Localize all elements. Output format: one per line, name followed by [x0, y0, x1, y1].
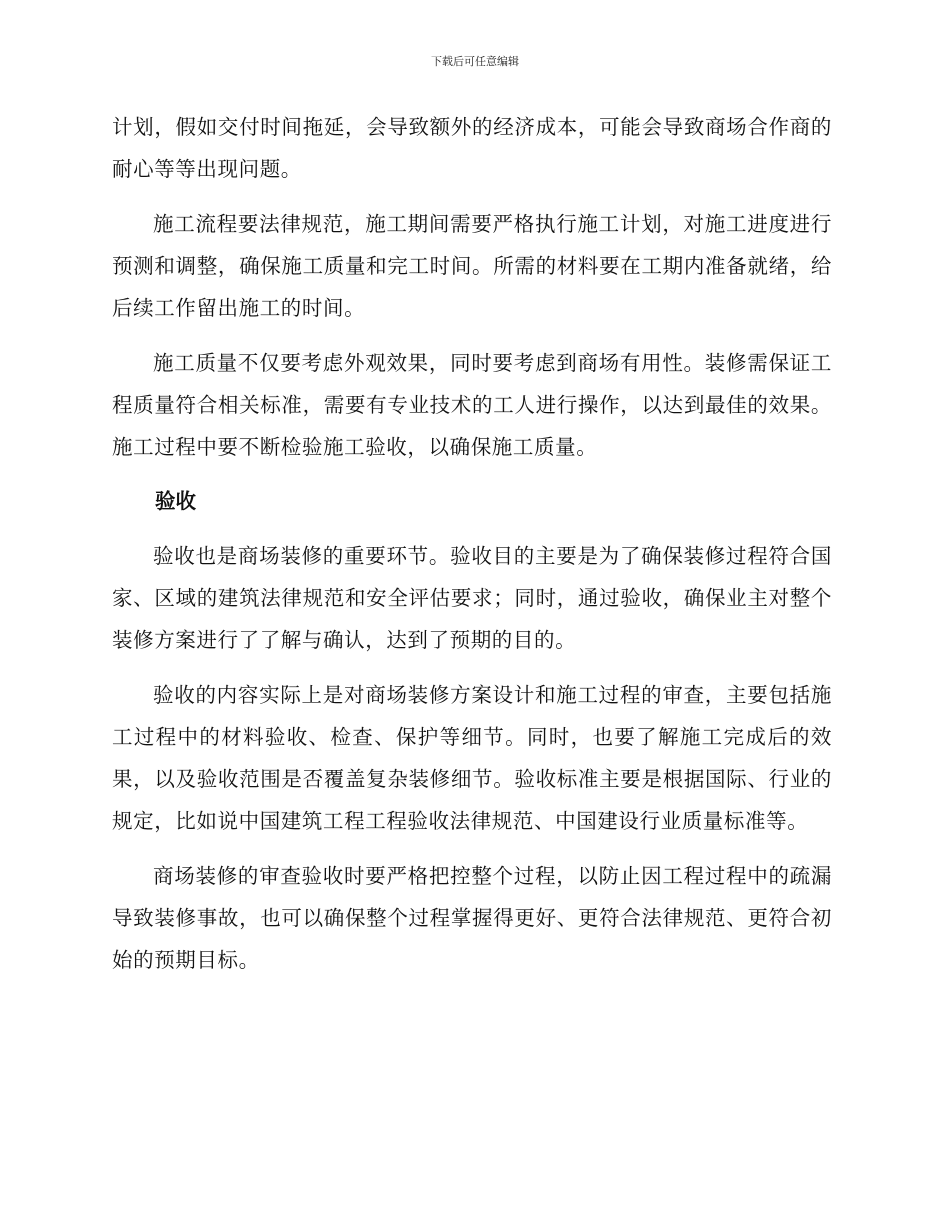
paragraph-construction-quality: 施工质量不仅要考虑外观效果，同时要考虑到商场有用性。装修需保证工程质量符合相关标准，需要有专业技术的工人进行操作，以达到最佳的效果。施工过程中要不断检验施工验收，以确保施工质量。: [112, 351, 832, 459]
section-heading-acceptance: 验收: [155, 489, 196, 513]
paragraph-acceptance-purpose: 验收也是商场装修的重要环节。验收目的主要是为了确保装修过程符合国家、区域的建筑法律规范和安全评估要求；同时，通过验收，确保业主对整个装修方案进行了了解与确认，达到了预期的目的。: [112, 544, 832, 652]
page-header: 下载后可任意编辑: [431, 55, 519, 68]
document-body: [112, 106, 832, 981]
paragraph-construction-process: 施工流程要法律规范，施工期间需要严格执行施工计划，对施工进度进行预测和调整，确保施工质量和完工时间。所需的材料要在工期内准备就绪，给后续工作留出施工的时间。: [112, 212, 832, 320]
paragraph-acceptance-review: 商场装修的审查验收时要严格把控整个过程，以防止因工程过程中的疏漏导致装修事故，也可以确保整个过程掌握得更好、更符合法律规范、更符合初始的预期目标。: [112, 864, 832, 972]
paragraph-acceptance-content: 验收的内容实际上是对商场装修方案设计和施工过程的审查，主要包括施工过程中的材料验收、检查、保护等细节。同时，也要了解施工完成后的效果，以及验收范围是否覆盖复杂装修细节。验收标准主要是根据国际、行业的规定，比如说中国建筑工程工程验收法律规范、中国建设行业质量标准等。: [112, 683, 832, 833]
paragraph-continuation: 计划，假如交付时间拖延，会导致额外的经济成本，可能会导致商场合作商的耐心等等出现问题。: [112, 115, 832, 181]
